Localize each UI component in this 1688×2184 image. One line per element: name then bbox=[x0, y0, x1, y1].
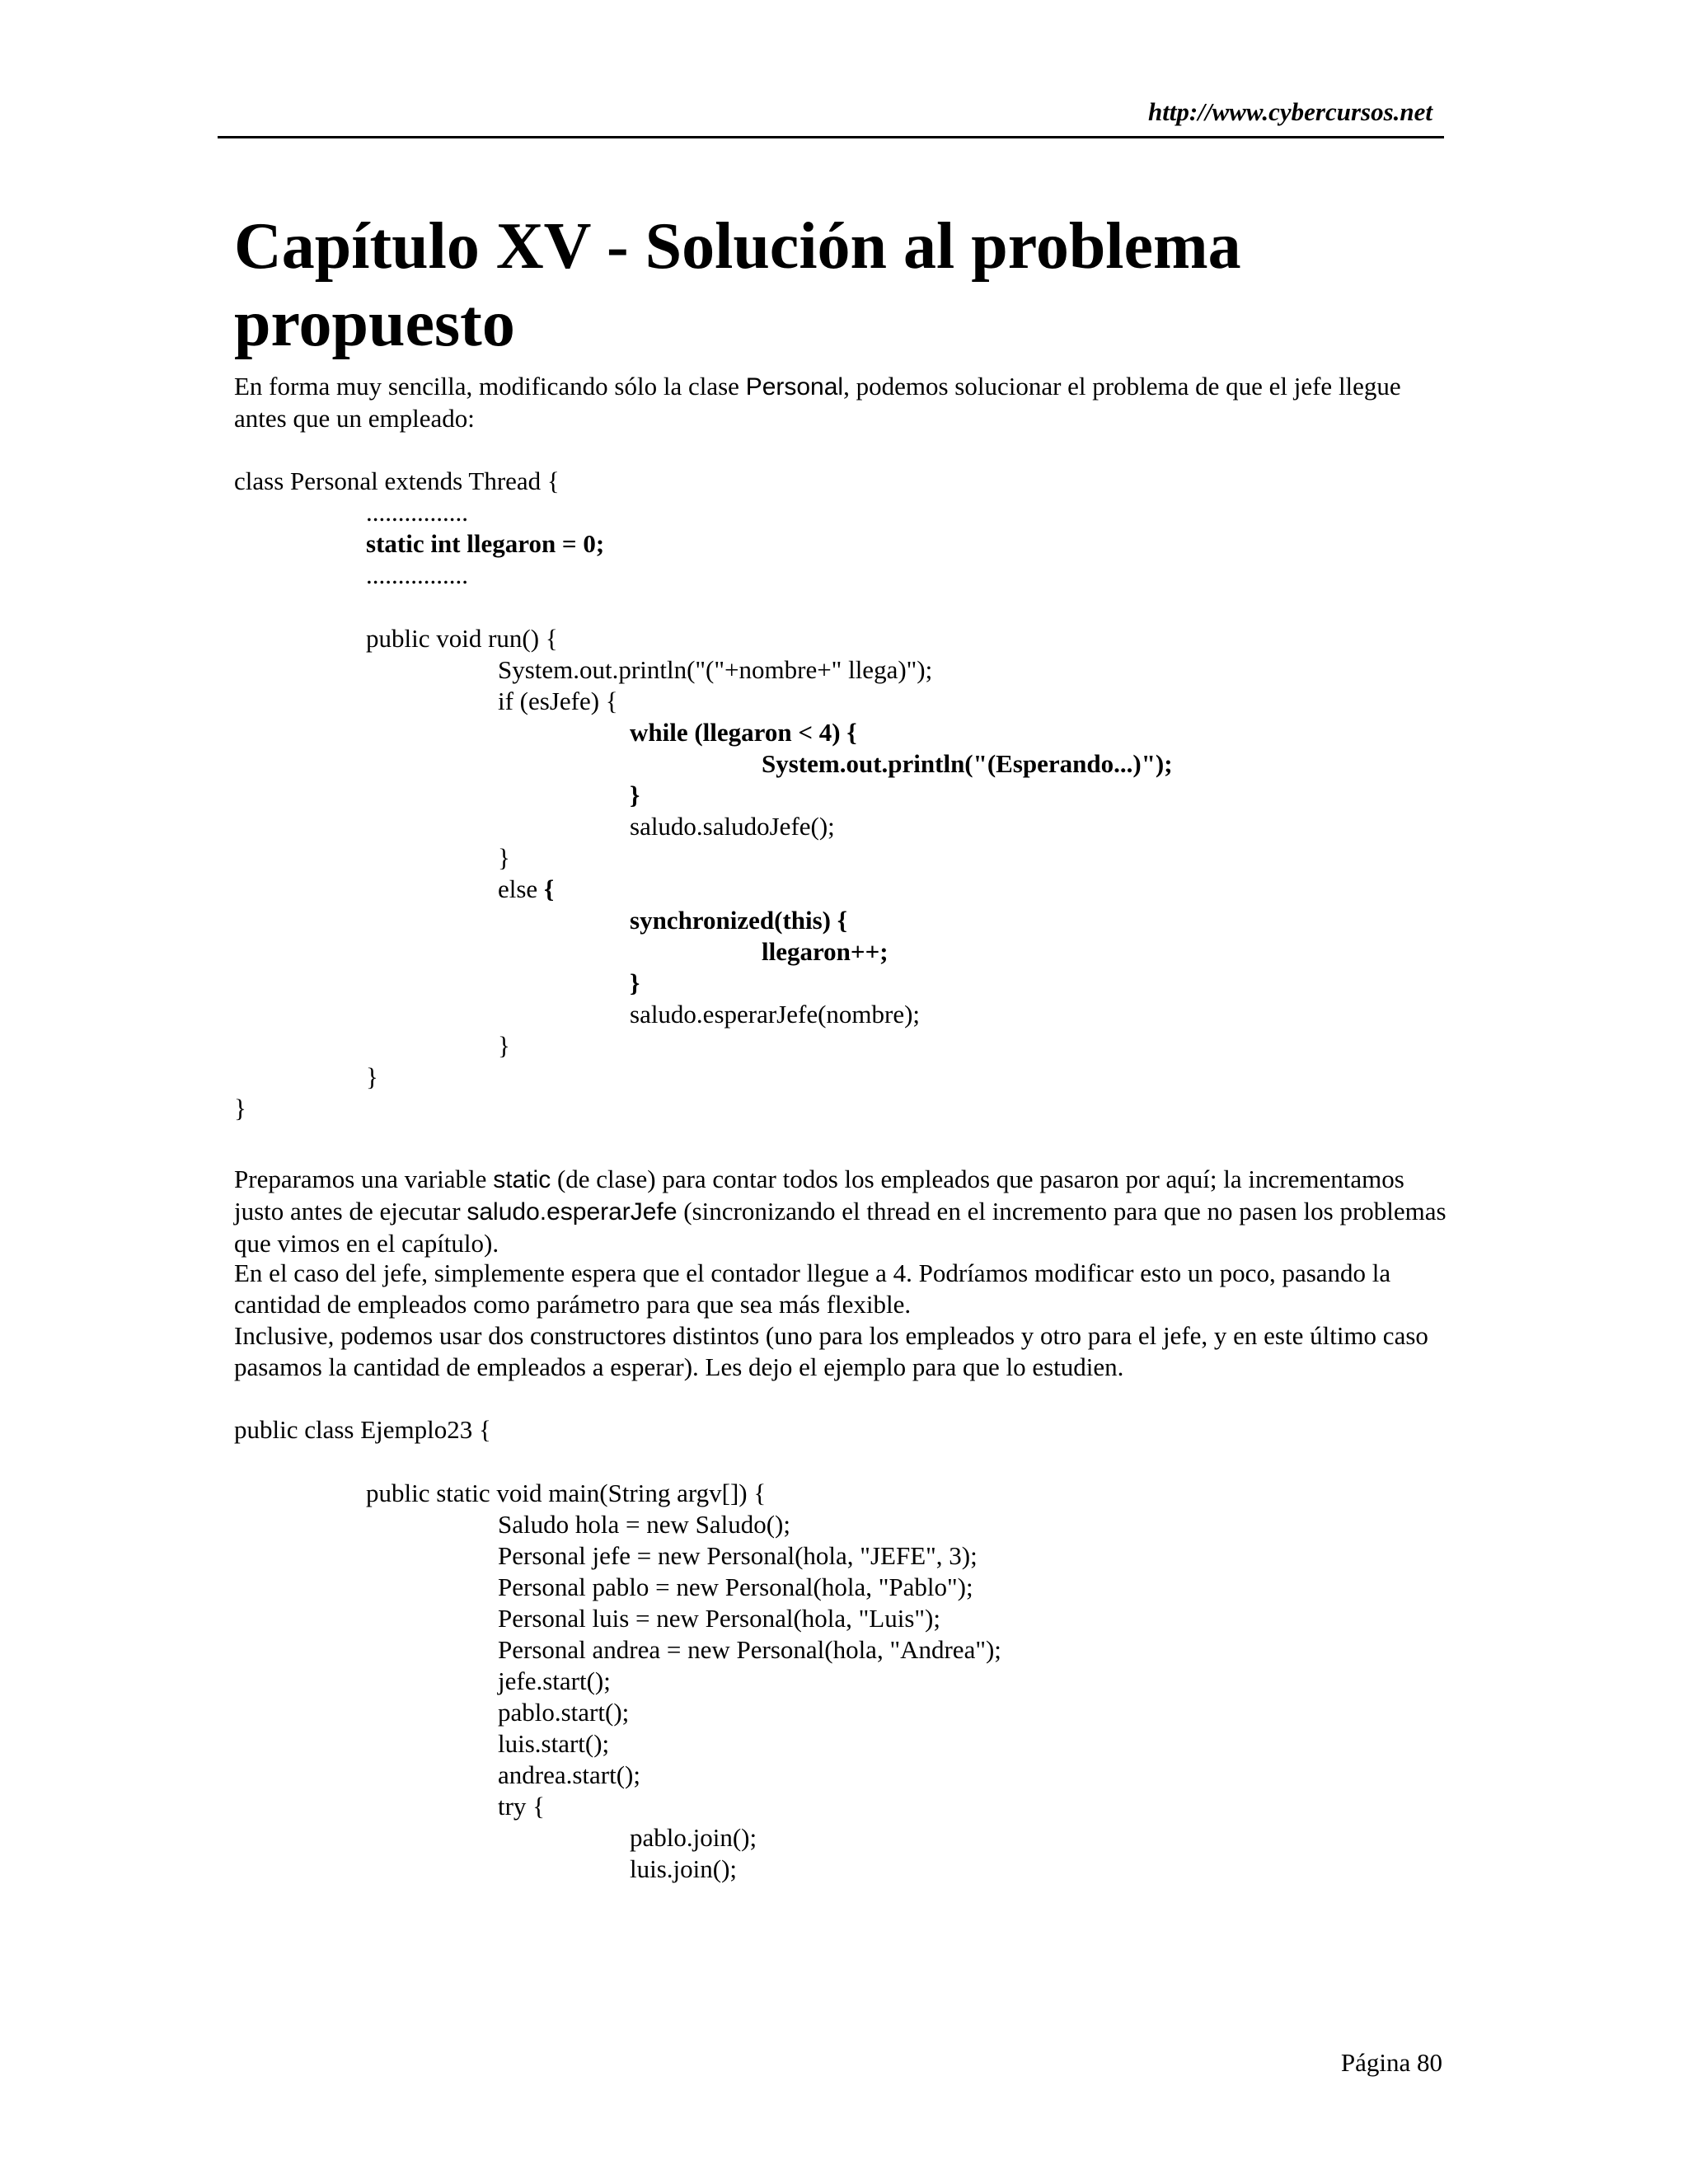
code-line: if (esJefe) { bbox=[498, 687, 618, 715]
code-line: pablo.start(); bbox=[498, 1698, 630, 1727]
code-line: static int llegaron = 0; bbox=[366, 529, 605, 558]
code-line: System.out.println("("+nombre+" llega)"); bbox=[498, 655, 933, 684]
code-line: ................ bbox=[366, 560, 468, 589]
code-line: } bbox=[498, 843, 510, 872]
code-line: try { bbox=[498, 1792, 546, 1821]
code-line: luis.join(); bbox=[630, 1854, 738, 1883]
code-line: saludo.esperarJefe(nombre); bbox=[630, 1000, 921, 1029]
header-url: http://www.cybercursos.net bbox=[1147, 97, 1432, 126]
explanation-paragraph-3: Inclusive, podemos usar dos constructores distintos (uno para los empleados y otro para el jefe, y en este último caso pasamos la cantidad de empleados a esperar). Les dejo el ejemplo para que lo estudien. bbox=[234, 1321, 1428, 1381]
chapter-title: Capítulo XV - Solución al problema propuesto bbox=[234, 210, 1241, 360]
code-line bbox=[498, 874, 554, 905]
header-rule bbox=[218, 136, 1444, 138]
code-line: llegaron++; bbox=[762, 937, 889, 966]
explanation-paragraph-2: En el caso del jefe, simplemente espera que el contador llegue a 4. Podríamos modificar esto un poco, pasando la cantidad de empleados como parámetro para que sea más flexible. bbox=[234, 1258, 1391, 1319]
intro-class-name: Personal bbox=[745, 373, 844, 401]
code-line: } bbox=[234, 1094, 246, 1122]
code-line: Personal luis = new Personal(hola, "Luis"); bbox=[498, 1604, 940, 1633]
code-line: jefe.start(); bbox=[498, 1666, 611, 1695]
code-line: Personal pablo = new Personal(hola, "Pablo"); bbox=[498, 1572, 973, 1601]
explanation-text: (sincronizando el thread en el incremento para que no pasen los problemas que vimos en el capítulo). bbox=[234, 1197, 1447, 1258]
explanation-paragraph-1 bbox=[234, 1164, 1454, 1259]
code-line: public void run() { bbox=[366, 624, 558, 653]
intro-text-b: , podemos solucionar el problema de que el jefe llegue antes que un empleado: bbox=[234, 372, 1401, 433]
code-line: System.out.println("(Esperando...)"); bbox=[762, 749, 1173, 778]
intro-paragraph bbox=[234, 371, 1454, 434]
explanation-text: (de clase) para contar todos los empleados que pasaron por aquí; la incrementamos justo antes de ejecutar bbox=[234, 1165, 1404, 1226]
code-line: Personal jefe = new Personal(hola, "JEFE", 3); bbox=[498, 1541, 978, 1570]
code-line: Personal andrea = new Personal(hola, "Andrea"); bbox=[498, 1635, 1001, 1664]
code-line: } bbox=[498, 1031, 510, 1060]
code-line: Saludo hola = new Saludo(); bbox=[498, 1510, 790, 1539]
code-line: } bbox=[630, 780, 640, 809]
code-line: public static void main(String argv[]) { bbox=[366, 1479, 767, 1507]
code-line: synchronized(this) { bbox=[630, 906, 847, 935]
code-line: } bbox=[630, 968, 640, 997]
code-else: else bbox=[498, 874, 544, 903]
code-line: luis.start(); bbox=[498, 1729, 610, 1758]
code-line: public class Ejemplo23 { bbox=[234, 1415, 491, 1444]
code-line: andrea.start(); bbox=[498, 1760, 640, 1789]
code-line: pablo.join(); bbox=[630, 1823, 757, 1852]
code-line: saludo.saludoJefe(); bbox=[630, 812, 835, 841]
code-line: class Personal extends Thread { bbox=[234, 466, 560, 495]
static-keyword: static bbox=[493, 1166, 551, 1193]
explanation-text: Preparamos una variable bbox=[234, 1165, 494, 1193]
method-name: saludo.esperarJefe bbox=[467, 1198, 678, 1226]
intro-text-a: En forma muy sencilla, modificando sólo la clase bbox=[234, 372, 746, 401]
code-brace: { bbox=[543, 874, 555, 903]
code-line: ................ bbox=[366, 498, 468, 527]
code-line: while (llegaron < 4) { bbox=[630, 718, 857, 747]
page-number: Página 80 bbox=[1340, 2048, 1442, 2077]
code-line: } bbox=[366, 1062, 378, 1091]
